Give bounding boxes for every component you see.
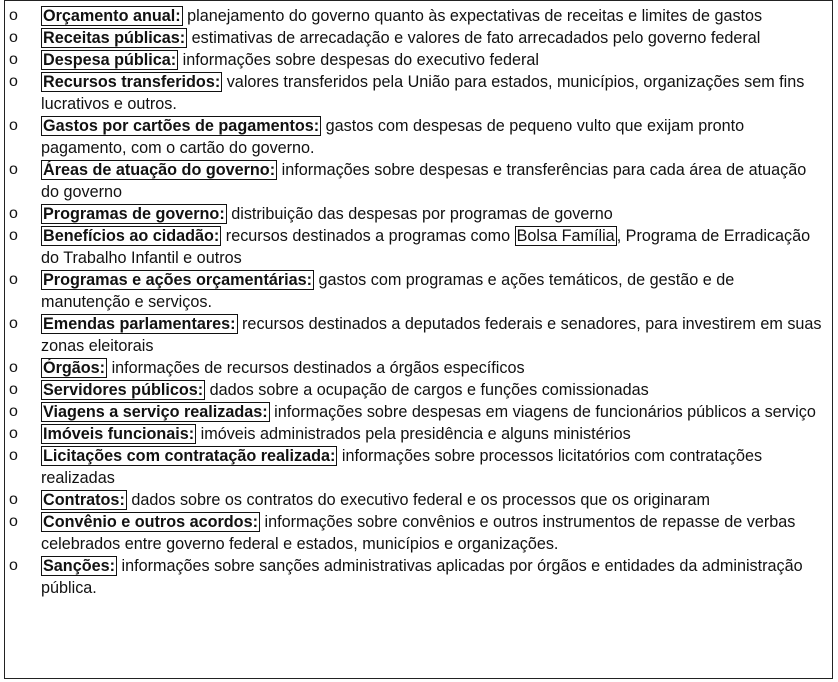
bullet: o [9, 7, 18, 24]
term-label: Servidores públicos: [43, 381, 204, 399]
term-label: Viagens a serviço realizadas: [43, 403, 268, 421]
term-label: Gastos por cartões de pagamentos: [43, 117, 320, 135]
term-label: Licitações com contratação realizada: [43, 447, 336, 465]
list-item-beneficios-cidadao [5, 225, 832, 269]
term-label: Áreas de atuação do governo: [43, 161, 276, 179]
list-item-gastos-cartoes [5, 115, 832, 159]
bullet: o [9, 271, 18, 288]
term-label: Emendas parlamentares: [43, 315, 236, 333]
term-description: informações sobre despesas e transferências para cada área de atuação do governo [41, 161, 807, 201]
bullet: o [9, 117, 18, 134]
bullet: o [9, 491, 18, 508]
list-item-orcamento-anual [5, 5, 832, 27]
bullet: o [9, 51, 18, 68]
term-label: Imóveis funcionais: [43, 425, 195, 443]
term-description: gastos com programas e ações temáticos, de gestão e de manutenção e serviços. [41, 271, 735, 311]
list-item-recursos-transferidos [5, 71, 832, 115]
bullet: o [9, 557, 18, 574]
list-item-programas-governo [5, 203, 832, 225]
bullet: o [9, 315, 18, 332]
list-item-imoveis-funcionais [5, 423, 832, 445]
term-description: distribuição das despesas por programas de governo [226, 205, 613, 223]
term-description-start: recursos destinados a programas como [221, 227, 515, 245]
term-description: informações sobre sanções administrativas aplicadas por órgãos e entidades da administração pública. [41, 557, 803, 597]
list-item-sancoes [5, 555, 832, 599]
term-label: Convênio e outros acordos: [43, 513, 258, 531]
term-description: dados sobre os contratos do executivo federal e os processos que os originaram [126, 491, 710, 509]
bolsa-familia-link[interactable]: Bolsa Família [516, 227, 615, 245]
term-description: valores transferidos pela União para estados, municípios, organizações sem fins lucrativos e outros. [41, 73, 805, 113]
list-item-servidores-publicos [5, 379, 832, 401]
term-label: Receitas públicas: [43, 29, 186, 47]
term-label: Despesa pública: [43, 51, 177, 69]
bullet: o [9, 403, 18, 420]
bullet: o [9, 73, 18, 90]
bullet: o [9, 425, 18, 442]
term-label: Programas e ações orçamentárias: [43, 271, 313, 289]
list-item-viagens-servico [5, 401, 832, 423]
term-description: informações sobre processos licitatórios com contratações realizadas [41, 447, 763, 487]
term-label: Orçamento anual: [43, 7, 181, 25]
term-label: Recursos transferidos: [43, 73, 221, 91]
list-item-convenios [5, 511, 832, 555]
term-description-end: , Programa de Erradicação do Trabalho Infantil e outros [41, 227, 811, 267]
term-description: imóveis administrados pela presidência e alguns ministérios [196, 425, 631, 443]
document-frame [4, 0, 833, 679]
list-item-licitacoes [5, 445, 832, 489]
bullet: o [9, 227, 18, 244]
bullet: o [9, 29, 18, 46]
list-item-receitas-publicas [5, 27, 832, 49]
transparency-topics-list [5, 5, 832, 599]
term-label: Benefícios ao cidadão: [43, 227, 220, 245]
list-item-despesa-publica [5, 49, 832, 71]
list-item-programas-acoes [5, 269, 832, 313]
term-description: informações de recursos destinados a órgãos específicos [107, 359, 525, 377]
term-description: gastos com despesas de pequeno vulto que exijam pronto pagamento, com o cartão do governo. [41, 117, 745, 157]
bullet: o [9, 513, 18, 530]
bullet: o [9, 359, 18, 376]
term-label: Sanções: [43, 557, 115, 575]
list-item-orgaos [5, 357, 832, 379]
term-label: Programas de governo: [43, 205, 225, 223]
term-description: informações sobre despesas em viagens de funcionários públicos a serviço [269, 403, 816, 421]
list-item-emendas-parlamentares [5, 313, 832, 357]
term-description: planejamento do governo quanto às expectativas de receitas e limites de gastos [182, 7, 763, 25]
list-item-contratos [5, 489, 832, 511]
bullet: o [9, 205, 18, 222]
bullet: o [9, 161, 18, 178]
term-description: informações sobre convênios e outros instrumentos de repasse de verbas celebrados entre governo federal e estados, municípios e organizações. [41, 513, 796, 553]
term-label: Contratos: [43, 491, 125, 509]
term-label: Órgãos: [43, 359, 106, 377]
term-description: informações sobre despesas do executivo federal [178, 51, 539, 69]
term-description: estimativas de arrecadação e valores de fato arrecadados pelo governo federal [187, 29, 761, 47]
term-description: recursos destinados a deputados federais e senadores, para investirem em suas zonas eleitorais [41, 315, 822, 355]
term-description: dados sobre a ocupação de cargos e funções comissionadas [205, 381, 649, 399]
bullet: o [9, 381, 18, 398]
bullet: o [9, 447, 18, 464]
list-item-areas-atuacao [5, 159, 832, 203]
